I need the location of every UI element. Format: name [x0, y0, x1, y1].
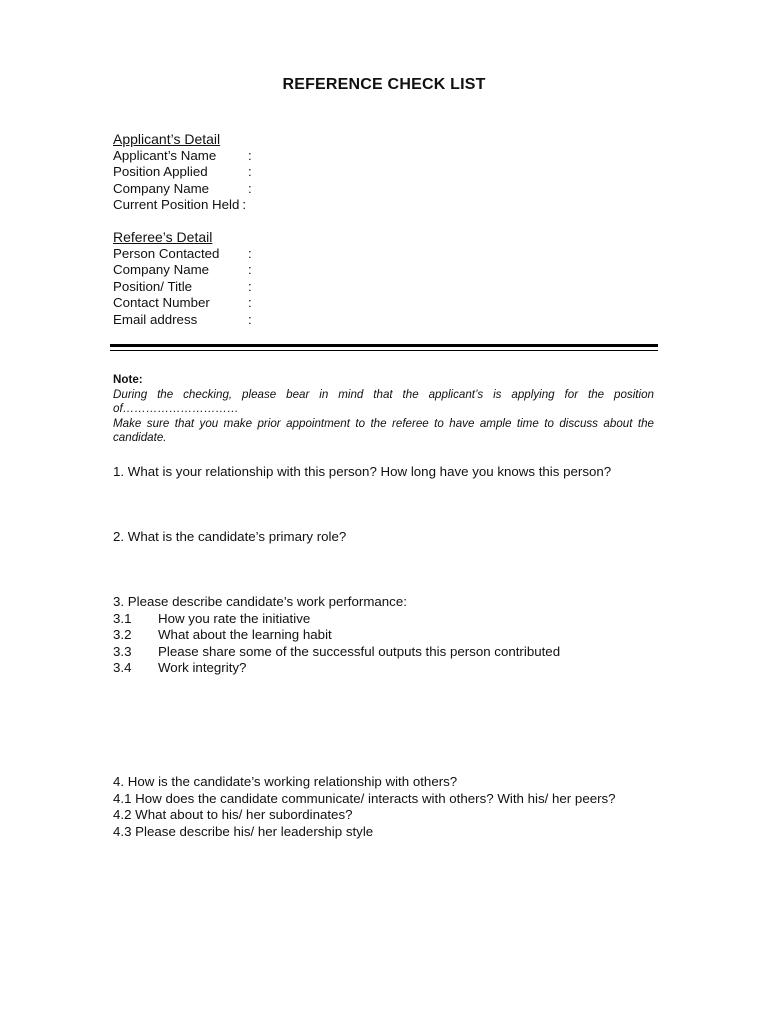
- note-label: Note:: [113, 373, 143, 386]
- question-4: [113, 774, 616, 840]
- field-label: Email address: [113, 311, 198, 327]
- field-label: Applicant’s Name: [113, 147, 217, 163]
- field-colon: :: [248, 147, 252, 163]
- field-label: Position/ Title: [113, 278, 193, 294]
- field-label: Current Position Held: [113, 197, 240, 212]
- question-3-item: [113, 611, 560, 628]
- field-colon: :: [248, 311, 252, 327]
- question-2: 2. What is the candidate’s primary role?: [113, 529, 347, 544]
- item-text: Please share some of the successful outputs this person contributed: [158, 643, 561, 659]
- referee-company-row: [113, 262, 252, 279]
- field-label: Contact Number: [113, 295, 210, 310]
- question-3: [113, 594, 560, 677]
- note-line-appointment: Make sure that you make prior appointment to the referee to have ample time to discuss about the candidate.: [113, 416, 654, 445]
- question-3-item: [113, 660, 560, 677]
- item-number: 3.4: [113, 660, 132, 676]
- field-label: Company Name: [113, 180, 210, 196]
- field-label: Position Applied: [113, 164, 208, 179]
- field-colon: :: [242, 197, 247, 212]
- applicant-detail-section: [113, 131, 252, 214]
- applicant-name-row: [113, 148, 252, 165]
- item-text: How you rate the initiative: [158, 610, 311, 626]
- question-4-text: 4. How is the candidate’s working relationship with others?: [113, 774, 458, 789]
- item-number: 3.1: [113, 610, 132, 626]
- email-address-row: [113, 312, 252, 329]
- person-contacted-row: [113, 246, 252, 263]
- item-number: 3.3: [113, 643, 132, 659]
- position-applied-row: [113, 164, 252, 181]
- question-1: 1. What is your relationship with this person? How long have you knows this person?: [113, 464, 612, 479]
- field-label: Company Name: [113, 262, 210, 277]
- current-position-row: [113, 197, 252, 214]
- note-block: [113, 373, 654, 446]
- referee-detail-section: [113, 229, 252, 328]
- applicant-company-row: [113, 181, 252, 198]
- applicant-detail-heading: Applicant’s Detail: [113, 131, 221, 147]
- question-4-item: 4.2 What about to his/ her subordinates?: [113, 807, 353, 823]
- field-colon: :: [248, 245, 252, 261]
- question-4-item: 4.3 Please describe his/ her leadership style: [113, 823, 374, 839]
- question-3-text: 3. Please describe candidate’s work performance:: [113, 594, 407, 609]
- referee-detail-heading: Referee’s Detail: [113, 229, 213, 245]
- question-4-item: 4.1 How does the candidate communicate/ interacts with others? With his/ her peers?: [113, 790, 616, 806]
- divider-thin: [110, 350, 658, 351]
- position-title-row: [113, 279, 252, 296]
- field-colon: :: [248, 262, 252, 277]
- note-line-position: During the checking, please bear in mind that the applicant’s is applying for the position of…………………………: [113, 387, 654, 416]
- field-colon: :: [248, 295, 252, 310]
- question-3-item: [113, 627, 560, 644]
- field-label: Person Contacted: [113, 245, 220, 261]
- field-colon: :: [248, 180, 252, 196]
- question-3-item: [113, 644, 560, 661]
- field-colon: :: [248, 278, 252, 294]
- item-text: Work integrity?: [158, 660, 247, 676]
- item-number: 3.2: [113, 627, 132, 643]
- page-title: REFERENCE CHECK LIST: [282, 76, 486, 93]
- contact-number-row: [113, 295, 252, 312]
- divider-thick: [110, 344, 658, 347]
- field-colon: :: [248, 164, 252, 179]
- item-text: What about the learning habit: [158, 627, 332, 643]
